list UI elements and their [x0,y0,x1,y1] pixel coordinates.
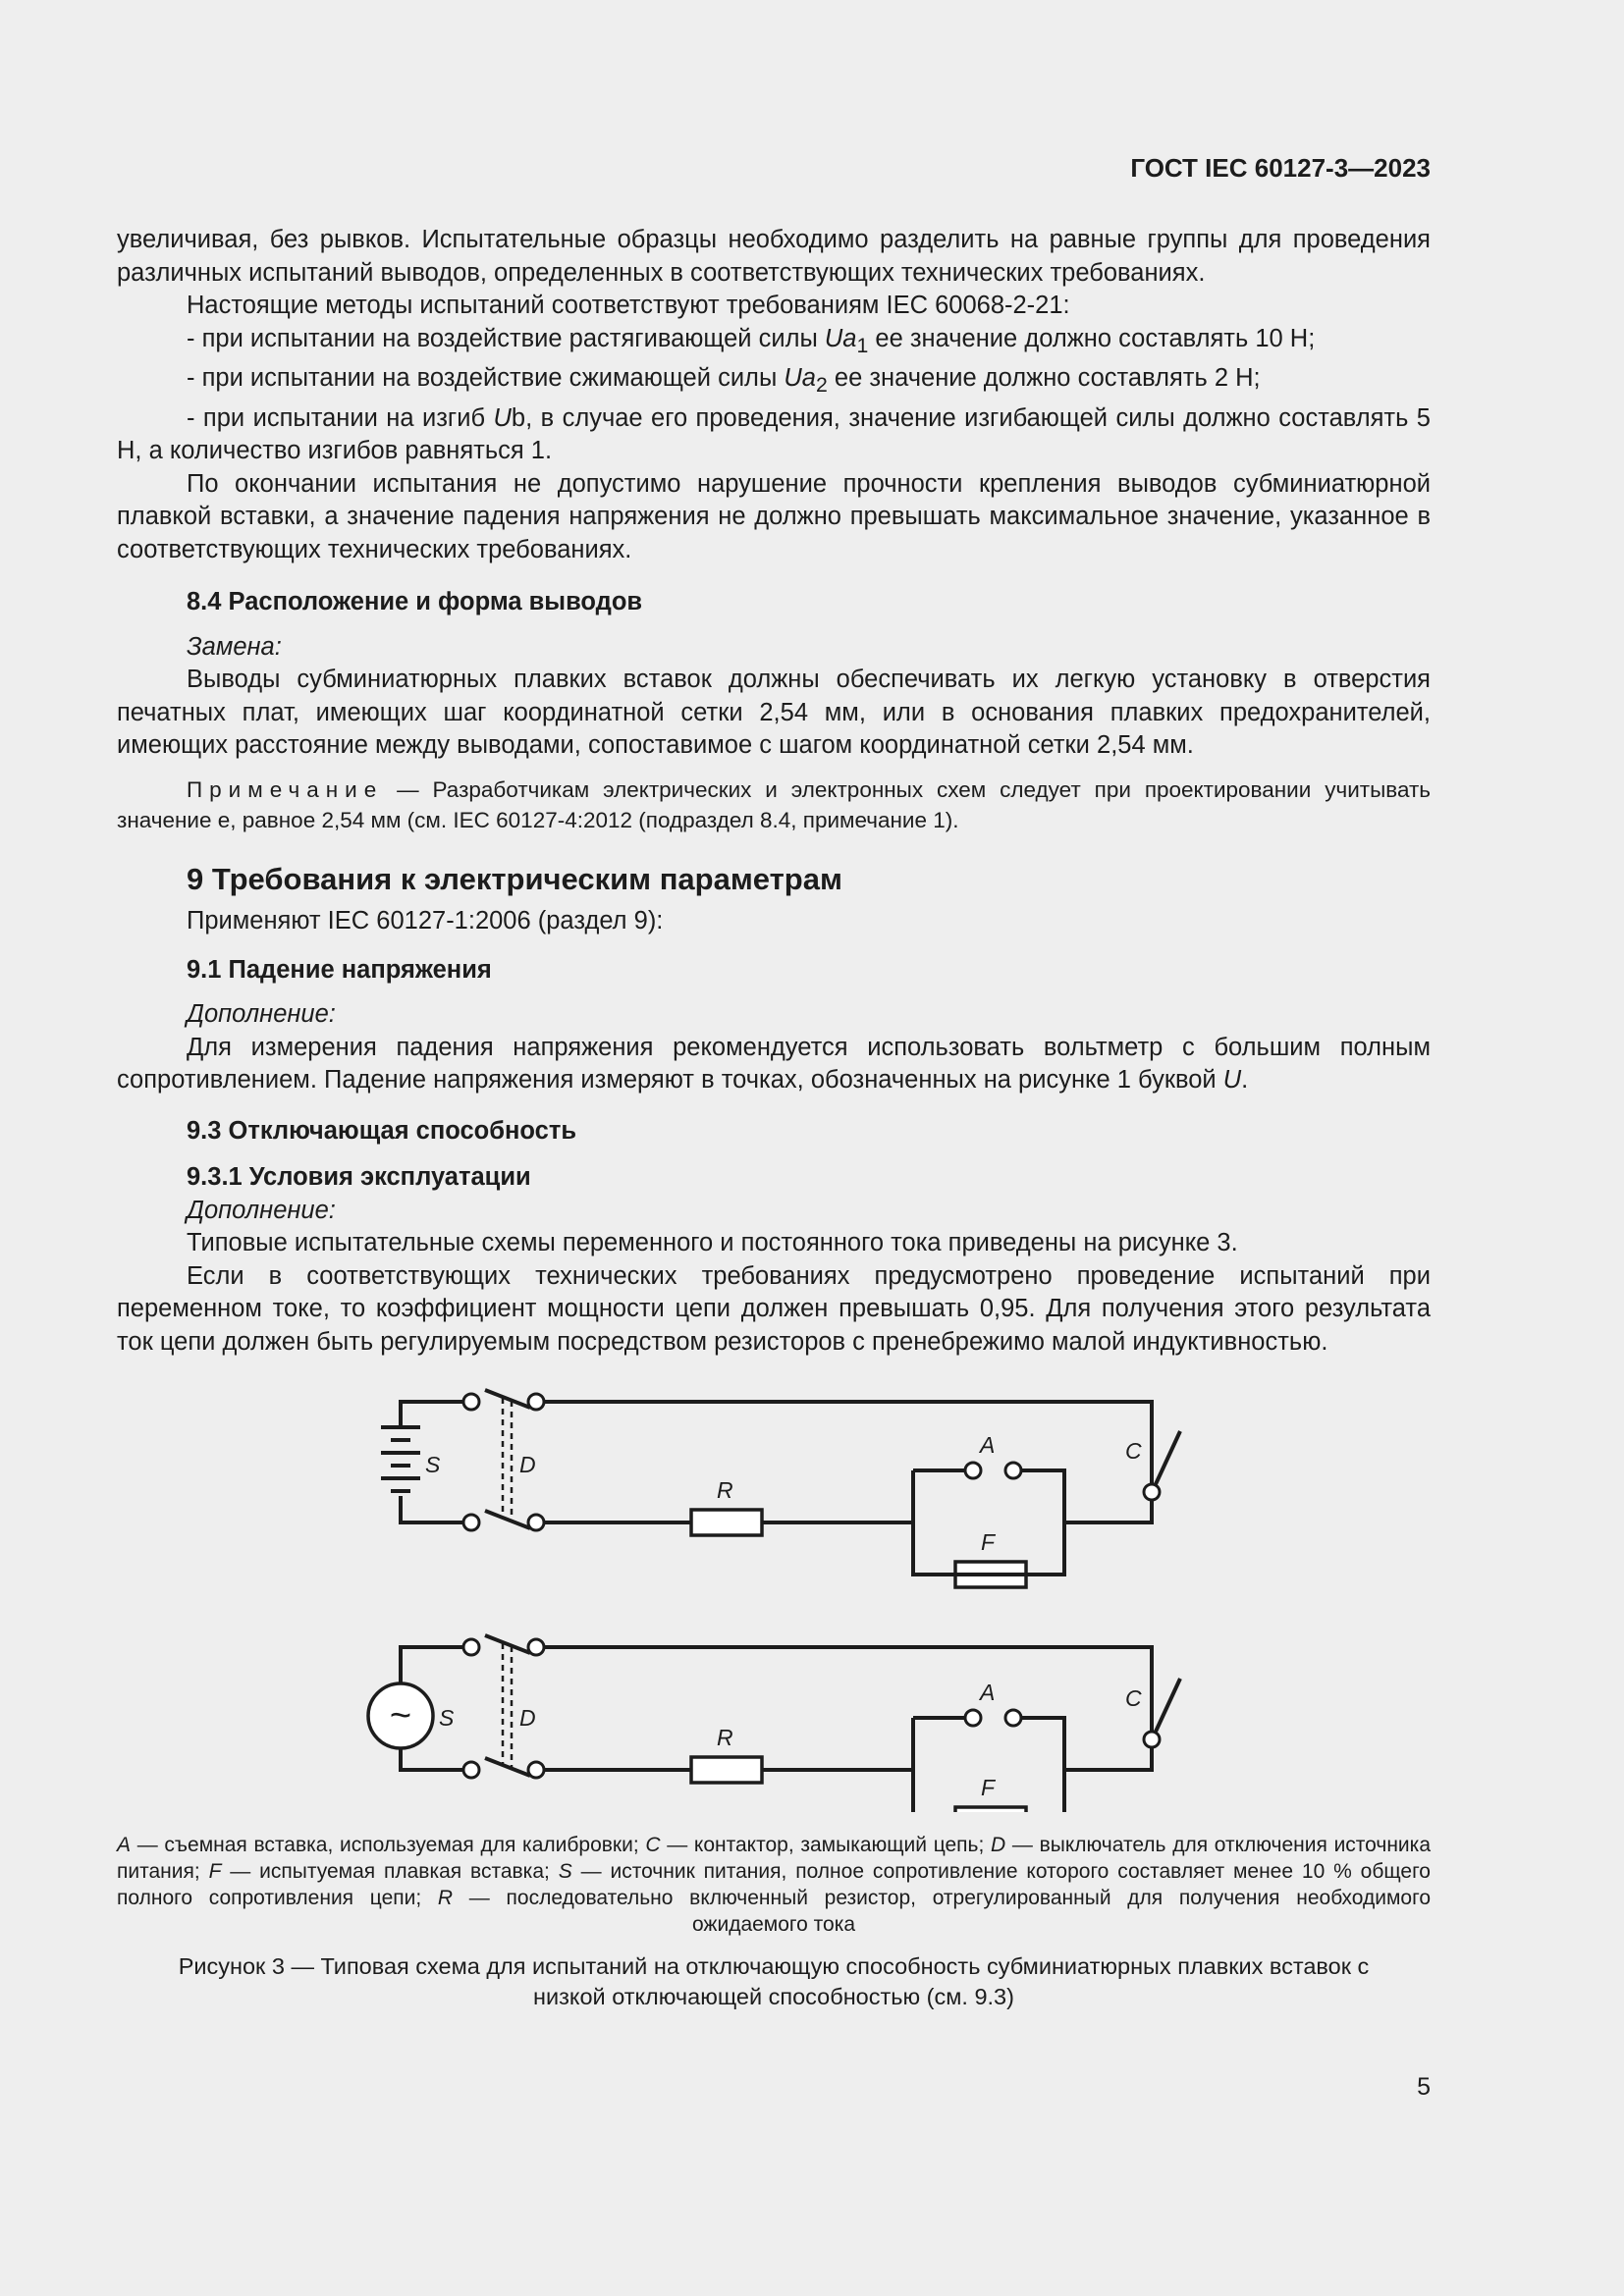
paragraph: По окончании испытания не допустимо нарушение прочности крепления выводов субминиатюрной плавкой вставки, а значение падения напряжения не должно превышать максимальное значение, указанное в соответствующих технических требованиях. [117,469,1431,563]
section-heading-9-1: 9.1 Падение напряжения [187,955,492,984]
removable-link-a-icon [965,1463,1021,1478]
label-d: D [519,1705,536,1732]
label-r: R [717,1477,733,1504]
replacement-label: Замена: [187,632,282,661]
dc-circuit [381,1390,1180,1587]
battery-icon [381,1427,420,1491]
list-item: - при испытании на воздействие сжимающей силы $Ua_2$ ее значение должно составлять 2 Н; [187,364,1261,398]
paragraph: Для измерения падения напряжения рекомендуется использовать вольтметр с большим полным сопротивлением. Падение напряжения измеряют в точках, обозначенных на рисунке 1 буквой U. [117,1033,1431,1095]
label-s: S [425,1452,441,1478]
list-item: - при испытании на воздействие растягивающей силы $Ua_1$ ее значение должно составлять 10 Н; [187,324,1316,357]
addition-label: Дополнение: [187,1000,336,1029]
page-body [117,224,1431,2012]
section-heading-9-3: 9.3 Отключающая способность [187,1116,576,1145]
paragraph: Выводы субминиатюрных плавких вставок должны обеспечивать их легкую установку в отверстия печатных плат, имеющих шаг координатной сетки 2,54 мм, или в основания плавких предохранителей, имеющих расстояние между выводами, сопоставимое с шагом координатной сетки 2,54 мм. [117,666,1431,760]
contactor-c-icon [1144,1677,1180,1747]
svg-text:~: ~ [389,1695,412,1737]
figure-legend: A — съемная вставка, используемая для калибровки; C — контактор, замыкающий цепь; D — выключатель для отключения источника питания; F — испытуемая плавкая вставка; S — источник питания, полное сопротивление которого составляет менее 10 % общего полного сопротивления цепи; R — последовательно включенный резистор, отрегулированный для получения необходимого ожидаемого тока [117,1834,1431,1937]
paragraph: увеличивая, без рывков. Испытательные образцы необходимо разделить на равные группы для проведения различных испытаний выводов, определенных в соответствующих технических требованиях. [117,226,1431,287]
test-circuit-diagram [117,1361,1431,1812]
ac-circuit [368,1635,1180,1812]
resistor-r-icon [691,1757,762,1783]
ac-source-icon [368,1683,433,1748]
resistor-r-icon [691,1510,762,1535]
section-heading-8-4: 8.4 Расположение и форма выводов [187,588,643,616]
contactor-c-icon [1144,1429,1180,1500]
label-r: R [717,1725,733,1751]
label-s: S [439,1705,455,1732]
label-a: A [980,1432,996,1459]
fuse-f-icon [955,1807,1026,1812]
label-c: C [1125,1438,1142,1465]
paragraph: Настоящие методы испытаний соответствуют требованиям IEC 60068-2-21: [187,292,1070,319]
label-f: F [981,1529,996,1556]
paragraph: Применяют IEC 60127-1:2006 (раздел 9): [187,907,664,935]
page-number: 5 [1417,2073,1431,2101]
label-c: C [1125,1685,1142,1712]
figure-caption: Рисунок 3 — Типовая схема для испытаний на отключающую способность субминиатюрных плавких вставок с низкой отключающей способностью (см. 9.3) [178,1953,1370,2010]
section-heading-9: 9 Требования к электрическим параметрам [187,861,842,896]
label-a: A [980,1680,996,1706]
paragraph: Если в соответствующих технических требованиях предусмотрено проведение испытаний при переменном токе, то коэффициент мощности цепи должен превышать 0,95. Для получения этого результата ток цепи должен быть регулируемым посредством резисторов с пренебрежимо малой индуктивностью. [117,1261,1431,1356]
list-item: - при испытании на изгиб Ub, в случае его проведения, значение изгибающей силы должно составлять 5 Н, а количество изгибов равняться 1. [117,403,1431,465]
section-heading-9-3-1: 9.3.1 Условия эксплуатации [187,1163,531,1192]
addition-label: Дополнение: [187,1196,336,1224]
paragraph: Типовые испытательные схемы переменного и постоянного тока приведены на рисунке 3. [187,1229,1238,1257]
label-f: F [981,1775,996,1801]
removable-link-a-icon [965,1710,1021,1726]
label-d: D [519,1452,536,1478]
note: Примечание — Разработчикам электрических и электронных схем следует при проектировании учитывать значение e, равное 2,54 мм (см. IEC 60127-4:2012 (подраздел 8.4, примечание 1). [117,776,1431,832]
document-code-header: ГОСТ IEC 60127-3—2023 [1130,153,1431,183]
